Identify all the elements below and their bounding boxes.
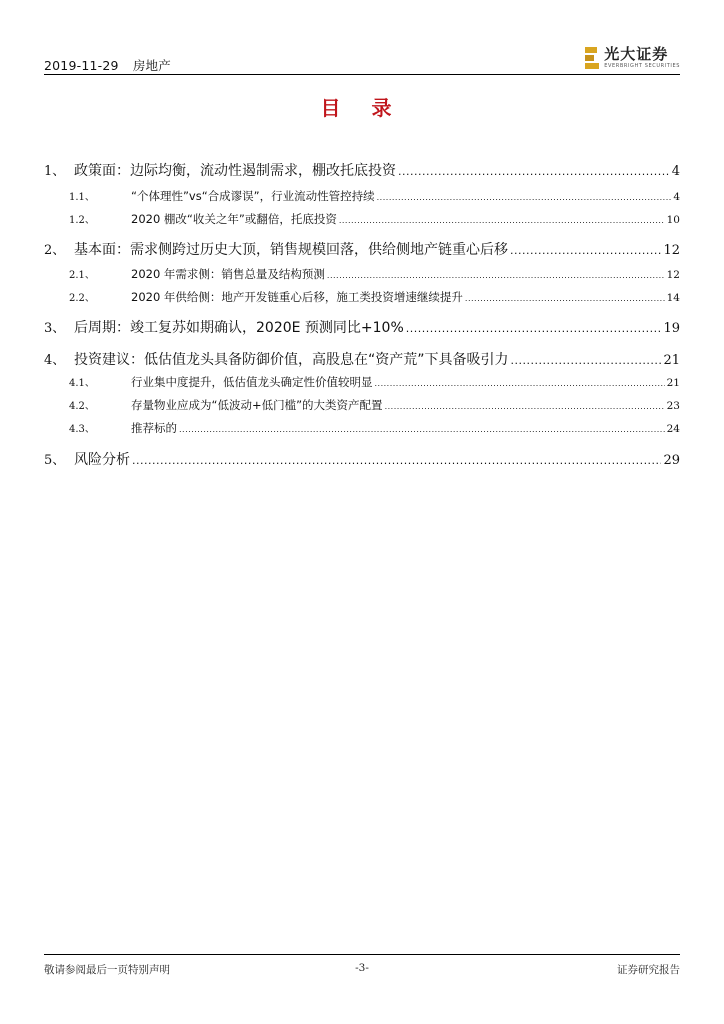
- toc-leader: [510, 244, 661, 257]
- toc-title: 2020 棚改“收关之年”或翻倍，托底投资: [131, 212, 337, 226]
- toc-title: 推荐标的: [131, 421, 177, 435]
- toc-entry[interactable]: [44, 188, 680, 204]
- toc-leader: [132, 454, 661, 467]
- toc-entry[interactable]: [44, 289, 680, 305]
- toc-entry[interactable]: [44, 349, 680, 369]
- toc-leader: [375, 379, 665, 388]
- toc-leader: [327, 271, 665, 280]
- toc-entry[interactable]: [44, 160, 680, 180]
- logo-icon: [585, 47, 599, 69]
- toc-number: 2.2、: [69, 293, 95, 304]
- page-title: 目 录: [320, 96, 404, 120]
- toc-page: 23: [666, 400, 680, 412]
- toc-title: 存量物业应成为“低波动+低门槛”的大类资产配置: [131, 398, 383, 412]
- toc-entry[interactable]: [44, 266, 680, 282]
- toc-entry[interactable]: [44, 449, 680, 469]
- toc-page: 12: [663, 243, 680, 258]
- toc-entry[interactable]: [44, 211, 680, 227]
- toc-number: 4.3、: [69, 424, 95, 435]
- disclaimer-note: 敬请参阅最后一页特别声明: [44, 964, 170, 976]
- toc-leader: [179, 425, 665, 434]
- toc-title: 政策面：边际均衡，流动性遏制需求，棚改托底投资: [74, 163, 396, 179]
- logo-name-cn: 光大证券: [604, 45, 669, 63]
- toc-leader: [398, 165, 670, 178]
- company-logo: [585, 46, 680, 70]
- toc-leader: [385, 402, 665, 411]
- toc-entry[interactable]: [44, 317, 680, 337]
- toc-title: 后周期：竣工复苏如期确认，2020E 预测同比+10%: [74, 320, 404, 336]
- toc-number: 3、: [44, 321, 66, 336]
- toc-leader: [339, 216, 665, 225]
- toc-number: 4.2、: [69, 401, 95, 412]
- toc-leader: [511, 354, 662, 367]
- page-footer: [44, 954, 680, 975]
- toc-number: 5、: [44, 453, 66, 468]
- toc-page: 14: [666, 292, 680, 304]
- toc-page: 4: [671, 164, 680, 179]
- toc-page: 4: [673, 191, 680, 203]
- toc-title: 2020 年供给侧：地产开发链重心后移，施工类投资增速继续提升: [131, 290, 463, 304]
- header-meta: [44, 56, 171, 74]
- page-header: [44, 40, 680, 75]
- toc-number: 2.1、: [69, 270, 95, 281]
- toc-leader: [465, 294, 665, 303]
- toc-number: 2、: [44, 243, 66, 258]
- toc-title: “个体理性”vs“合成谬误”，行业流动性管控持续: [131, 189, 375, 203]
- toc-title: 基本面：需求侧跨过历史大顶，销售规模回落，供给侧地产链重心后移: [74, 242, 508, 258]
- toc-page: 19: [663, 321, 680, 336]
- toc-entry[interactable]: [44, 374, 680, 390]
- toc-entry[interactable]: [44, 420, 680, 436]
- toc-page: 12: [666, 269, 680, 281]
- toc-entry[interactable]: [44, 397, 680, 413]
- toc-title: 行业集中度提升，低估值龙头确定性价值较明显: [131, 375, 373, 389]
- toc-page: 21: [666, 377, 680, 389]
- toc-title: 风险分析: [74, 452, 130, 468]
- toc-page: 29: [663, 453, 680, 468]
- toc-number: 1.2、: [69, 215, 95, 226]
- toc-leader: [406, 322, 662, 335]
- report-type: 证券研究报告: [617, 964, 680, 976]
- toc-number: 4.1、: [69, 378, 95, 389]
- toc-number: 1、: [44, 164, 66, 179]
- toc-page: 21: [663, 353, 680, 368]
- toc-page: 24: [666, 423, 680, 435]
- report-date: 2019-11-29: [44, 58, 119, 73]
- toc-number: 1.1、: [69, 192, 95, 203]
- toc-entry[interactable]: [44, 239, 680, 259]
- report-sector: 房地产: [132, 58, 171, 73]
- logo-name-en: EVERBRIGHT SECURITIES: [604, 63, 680, 69]
- page-number: -3-: [355, 962, 369, 974]
- toc-page: 10: [666, 214, 680, 226]
- toc-title: 2020 年需求侧：销售总量及结构预测: [131, 267, 325, 281]
- toc-title: 投资建议：低估值龙头具备防御价值，高股息在“资产荒”下具备吸引力: [74, 352, 509, 368]
- toc-number: 4、: [44, 353, 66, 368]
- toc-leader: [377, 193, 672, 202]
